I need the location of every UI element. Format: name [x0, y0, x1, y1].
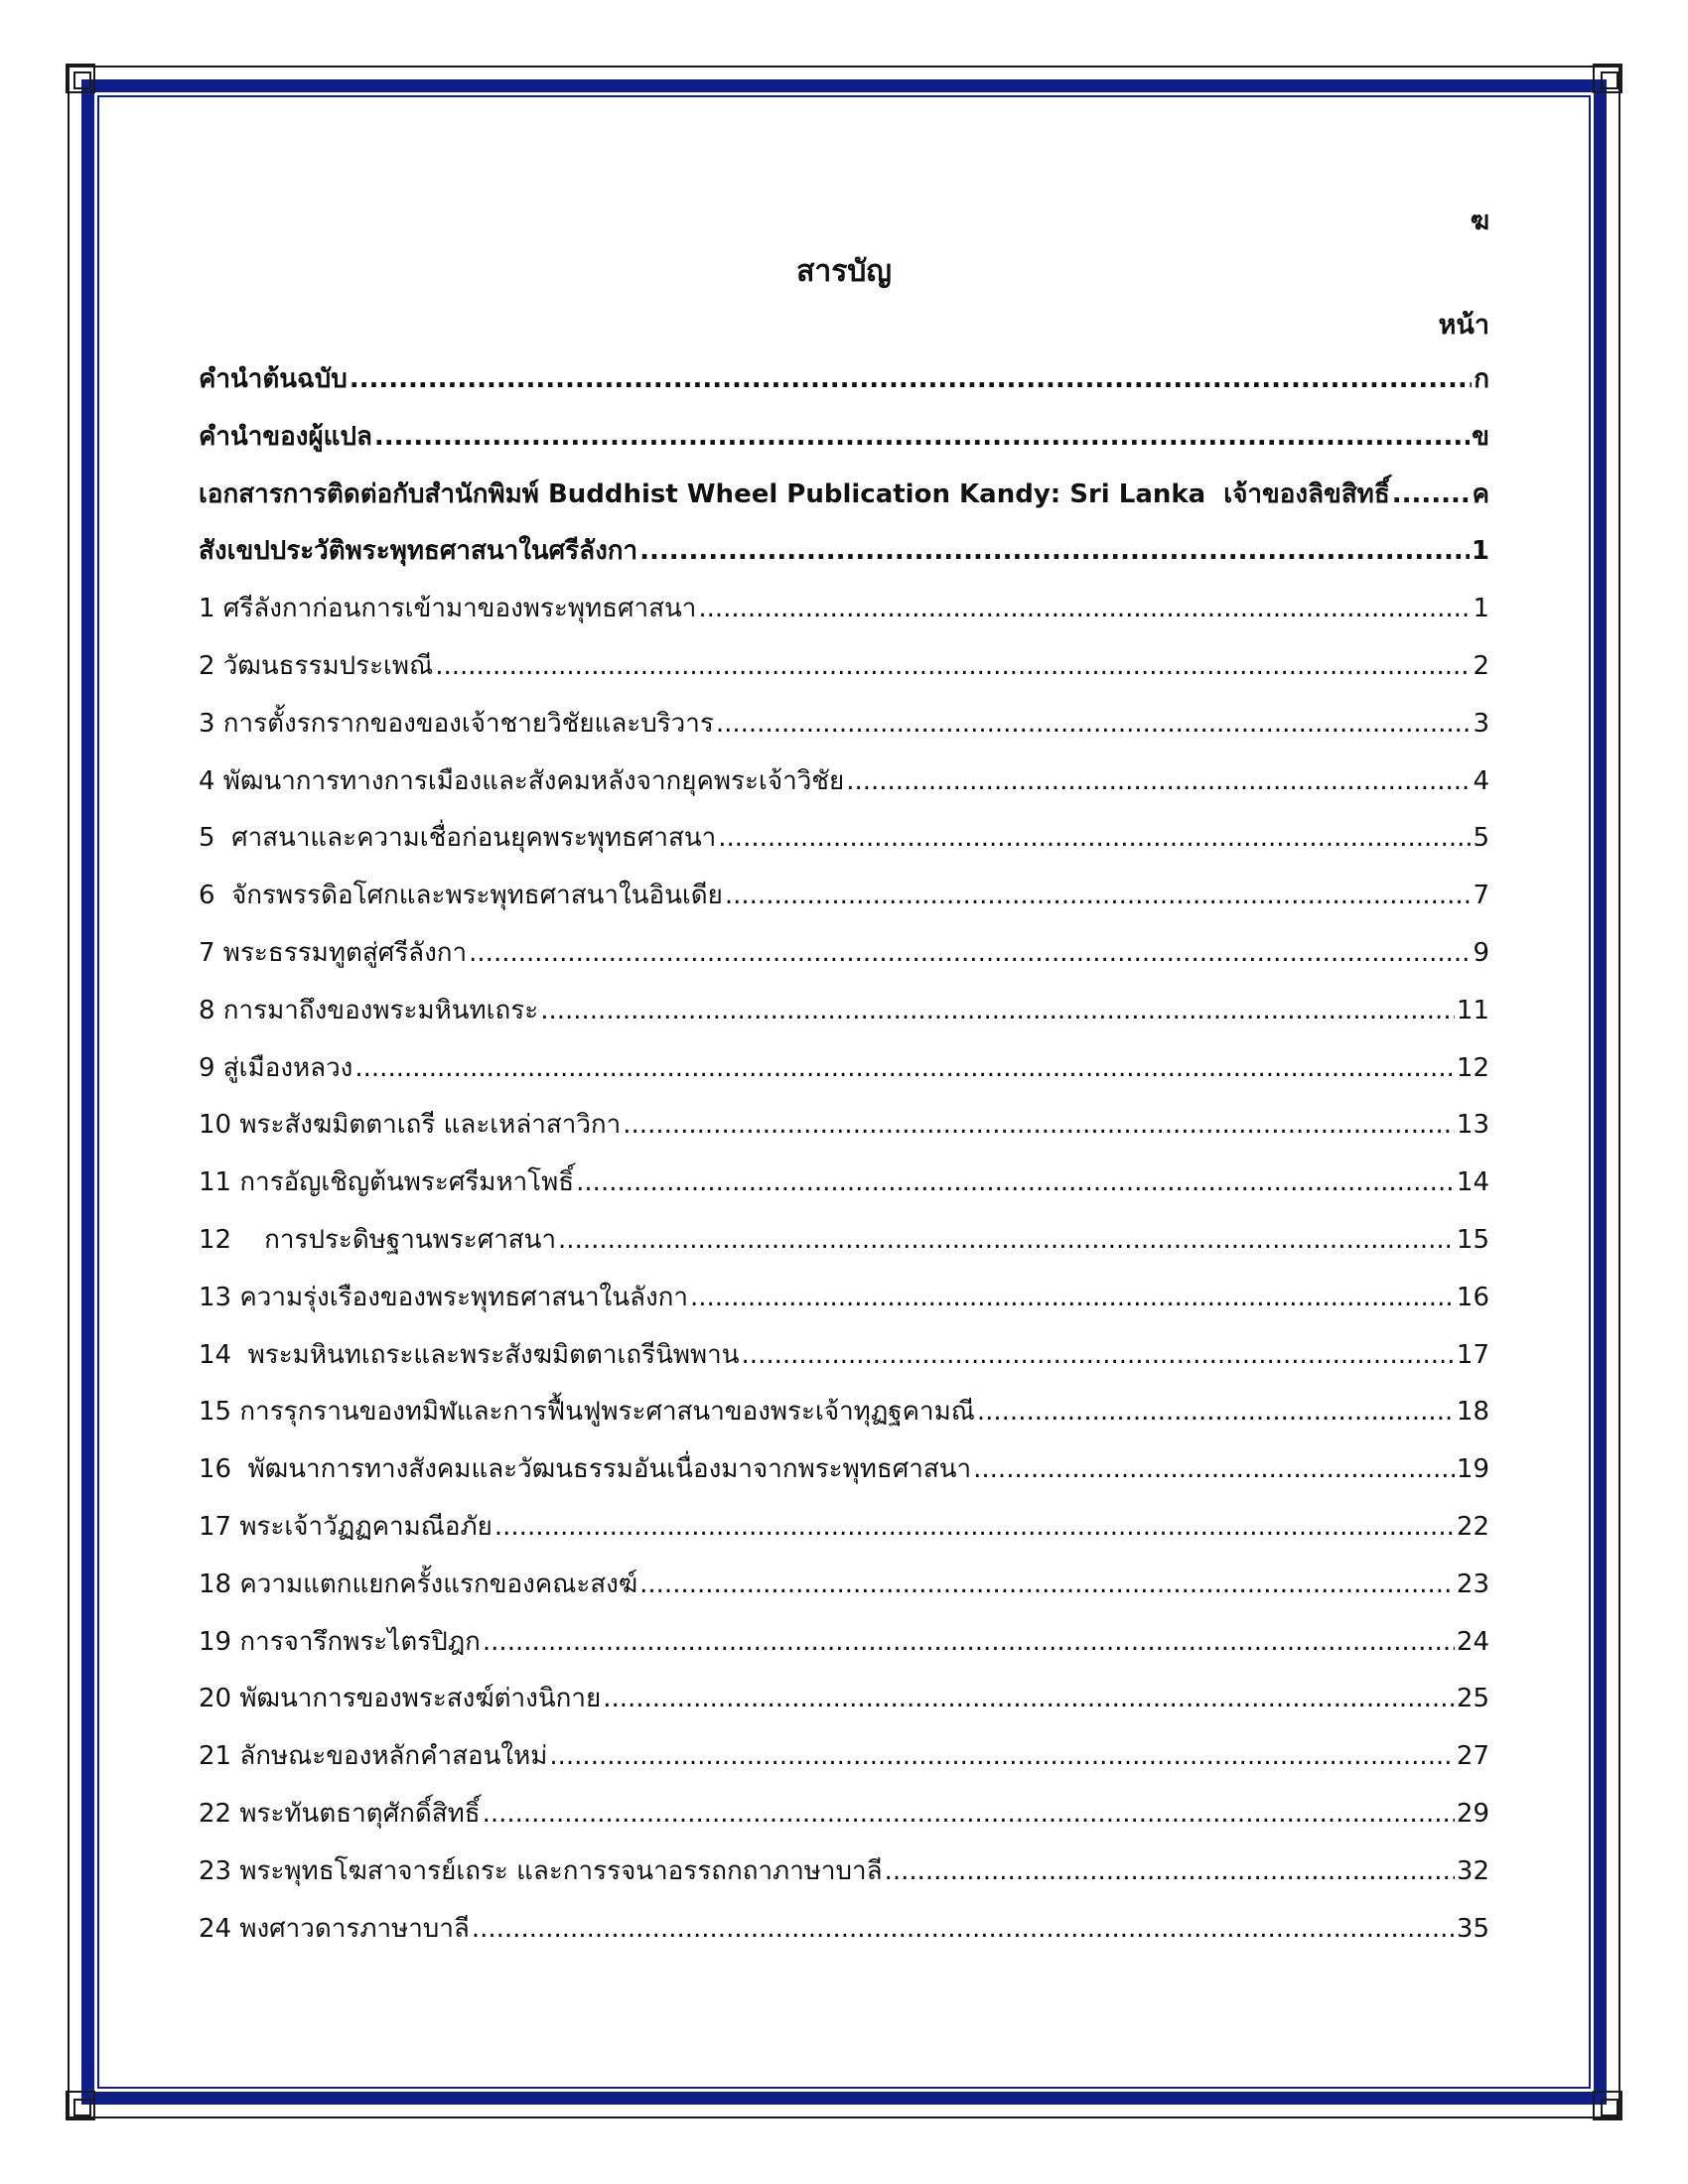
toc-entry-title: 22 พระทันตธาตุศักดิ์สิทธิ์ — [199, 1798, 481, 1829]
toc-dot-leader — [698, 581, 1471, 638]
toc-entry-title: คำนำต้นฉบับ — [199, 364, 348, 394]
toc-entry — [199, 810, 1489, 868]
toc-dot-leader — [846, 753, 1471, 811]
toc-entry-page: 23 — [1456, 1569, 1489, 1599]
toc-entry — [199, 696, 1489, 753]
toc-dot-leader — [885, 1843, 1455, 1901]
toc-entry-page: 3 — [1473, 708, 1489, 739]
toc-entry-title: สังเขปประวัติพระพุทธศาสนาในศรีลังกา — [199, 536, 638, 567]
toc-entry — [199, 638, 1489, 696]
toc-entry-page: 1 — [1473, 594, 1489, 624]
toc-dot-leader — [472, 1901, 1455, 1959]
toc-entry — [199, 1901, 1489, 1959]
toc-dot-leader — [1392, 467, 1471, 524]
toc-entry — [199, 983, 1489, 1040]
toc-dot-leader — [494, 1499, 1455, 1557]
toc-entry-title: 14 พระมหินทเถระและพระสังฆมิตตาเถรีนิพพาน — [199, 1339, 740, 1370]
toc-entry-page: 17 — [1456, 1339, 1489, 1370]
toc-dot-leader — [725, 868, 1472, 925]
toc-entry-page: 5 — [1473, 823, 1489, 854]
toc-entry-title: 18 ความแตกแยกครั้งแรกของคณะสงฆ์ — [199, 1569, 638, 1599]
toc-entry-page: 4 — [1473, 765, 1489, 796]
toc-entry-page: 35 — [1456, 1913, 1489, 1944]
toc-dot-leader — [350, 351, 1473, 409]
toc-entry — [199, 753, 1489, 811]
toc-dot-leader — [540, 983, 1455, 1040]
toc-entry — [199, 1155, 1489, 1212]
document-content — [199, 199, 1489, 1958]
toc-entry-title: 19 การจารึกพระไตรปิฎก — [199, 1626, 481, 1657]
toc-entry — [199, 1270, 1489, 1327]
table-of-contents — [199, 351, 1489, 1958]
toc-entry-title: 4 พัฒนาการทางการเมืองและสังคมหลังจากยุคพระเจ้าวิชัย — [199, 765, 845, 796]
toc-dot-leader — [435, 638, 1471, 696]
toc-entry — [199, 1499, 1489, 1557]
toc-entry-title: 12 การประดิษฐานพระศาสนา — [199, 1224, 557, 1255]
toc-dot-leader — [374, 409, 1470, 467]
toc-entry-title: 10 พระสังฆมิตตาเถรี และเหล่าสาวิกา — [199, 1110, 622, 1141]
toc-entry-title: 6 จักรพรรดิอโศกและพระพุทธศาสนาในอินเดีย — [199, 881, 723, 911]
toc-entry-page: 22 — [1456, 1511, 1489, 1542]
toc-entry-title: 11 การอัญเชิญต้นพระศรีมหาโพธิ์ — [199, 1167, 575, 1198]
toc-entry-page: 13 — [1456, 1110, 1489, 1141]
toc-entry — [199, 1441, 1489, 1499]
toc-dot-leader — [718, 810, 1471, 868]
toc-entry-page: 19 — [1456, 1454, 1489, 1485]
toc-entry — [199, 1327, 1489, 1385]
toc-entry — [199, 1671, 1489, 1728]
toc-dot-leader — [469, 925, 1471, 983]
toc-entry-page: ข — [1472, 421, 1489, 452]
toc-entry-page: 11 — [1456, 995, 1489, 1025]
toc-dot-leader — [558, 1212, 1455, 1270]
toc-entry-title: 24 พงศาวดารภาษาบาลี — [199, 1913, 470, 1944]
toc-entry — [199, 1040, 1489, 1098]
corner-ornament-bottom-left — [66, 2091, 95, 2120]
toc-entry — [199, 523, 1489, 581]
toc-entry-page: 32 — [1456, 1855, 1489, 1886]
toc-dot-leader — [576, 1155, 1455, 1212]
toc-dot-leader — [549, 1728, 1455, 1786]
toc-entry-page: 12 — [1456, 1052, 1489, 1083]
toc-entry-page: 25 — [1456, 1684, 1489, 1714]
toc-entry — [199, 409, 1489, 467]
toc-dot-leader — [603, 1671, 1455, 1728]
toc-entry — [199, 1614, 1489, 1672]
toc-entry-page: 9 — [1473, 937, 1489, 968]
toc-entry-title: 8 การมาถึงของพระมหินทเถระ — [199, 995, 539, 1025]
page-column-label: หน้า — [1438, 310, 1489, 341]
toc-entry-title: 15 การรุกรานของทมิฬและการฟื้นฟูพระศาสนาของพระเจ้าทุฏฐคามณี — [199, 1397, 975, 1428]
toc-entry — [199, 581, 1489, 638]
toc-dot-leader — [354, 1040, 1455, 1098]
page-marker: ฆ — [1470, 206, 1489, 236]
toc-entry-title: 9 สู่เมืองหลวง — [199, 1052, 353, 1083]
toc-entry — [199, 1786, 1489, 1843]
corner-ornament-top-left — [66, 64, 95, 93]
corner-ornament-top-right — [1593, 64, 1622, 93]
toc-entry-page: 24 — [1456, 1626, 1489, 1657]
toc-entry-title: 21 ลักษณะของหลักคำสอนใหม่ — [199, 1741, 548, 1772]
toc-entry — [199, 1097, 1489, 1155]
toc-entry-page: ก — [1474, 364, 1489, 394]
toc-entry-page: 1 — [1471, 536, 1489, 567]
toc-entry-title: 16 พัฒนาการทางสังคมและวัฒนธรรมอันเนื่องมาจากพระพุทธศาสนา — [199, 1454, 972, 1485]
toc-entry — [199, 1212, 1489, 1270]
toc-entry-page: 15 — [1456, 1224, 1489, 1255]
toc-entry — [199, 868, 1489, 925]
toc-entry-page: 27 — [1456, 1741, 1489, 1772]
corner-ornament-bottom-right — [1593, 2091, 1622, 2120]
toc-entry — [199, 467, 1489, 524]
toc-entry-title: 5 ศาสนาและความเชื่อก่อนยุคพระพุทธศาสนา — [199, 823, 717, 854]
toc-entry-page: 14 — [1456, 1167, 1489, 1198]
page-title: สารบัญ — [796, 254, 892, 289]
toc-entry-page: ค — [1472, 478, 1489, 509]
toc-dot-leader — [639, 1557, 1455, 1614]
toc-entry-title: 7 พระธรรมทูตสู่ศรีลังกา — [199, 937, 468, 968]
toc-entry — [199, 1728, 1489, 1786]
toc-entry-page: 7 — [1473, 881, 1489, 911]
toc-dot-leader — [716, 696, 1472, 753]
toc-entry-title: 20 พัฒนาการของพระสงฆ์ต่างนิกาย — [199, 1684, 602, 1714]
toc-dot-leader — [977, 1384, 1455, 1441]
toc-dot-leader — [690, 1270, 1455, 1327]
toc-dot-leader — [483, 1614, 1455, 1672]
toc-entry-title: 3 การตั้งรกรากของของเจ้าชายวิชัยและบริวาร — [199, 708, 714, 739]
toc-entry-title: 2 วัฒนธรรมประเพณี — [199, 650, 434, 681]
toc-dot-leader — [623, 1097, 1455, 1155]
toc-entry — [199, 1557, 1489, 1614]
toc-dot-leader — [639, 523, 1470, 581]
toc-entry-title: 17 พระเจ้าวัฏฏคามณีอภัย — [199, 1511, 492, 1542]
toc-entry-title: 13 ความรุ่งเรืองของพระพุทธศาสนาในลังกา — [199, 1282, 688, 1312]
toc-entry-title: เอกสารการติดต่อกับสำนักพิมพ์ Buddhist Wheel Publication Kandy: Sri Lanka เจ้าของลิขสิทธิ์ — [199, 478, 1390, 509]
toc-entry-title: 1 ศรีลังกาก่อนการเข้ามาของพระพุทธศาสนา — [199, 594, 697, 624]
toc-entry-page: 18 — [1456, 1397, 1489, 1428]
toc-entry-page: 29 — [1456, 1798, 1489, 1829]
toc-entry — [199, 1384, 1489, 1441]
toc-entry — [199, 1843, 1489, 1901]
toc-entry-title: 23 พระพุทธโฆสาจารย์เถระ และการรจนาอรรถกถาภาษาบาลี — [199, 1855, 883, 1886]
toc-entry-title: คำนำของผู้แปล — [199, 421, 372, 452]
toc-entry — [199, 351, 1489, 409]
toc-entry-page: 2 — [1473, 650, 1489, 681]
toc-dot-leader — [973, 1441, 1455, 1499]
toc-dot-leader — [483, 1786, 1455, 1843]
toc-dot-leader — [742, 1327, 1455, 1385]
toc-entry-page: 16 — [1456, 1282, 1489, 1312]
toc-entry — [199, 925, 1489, 983]
